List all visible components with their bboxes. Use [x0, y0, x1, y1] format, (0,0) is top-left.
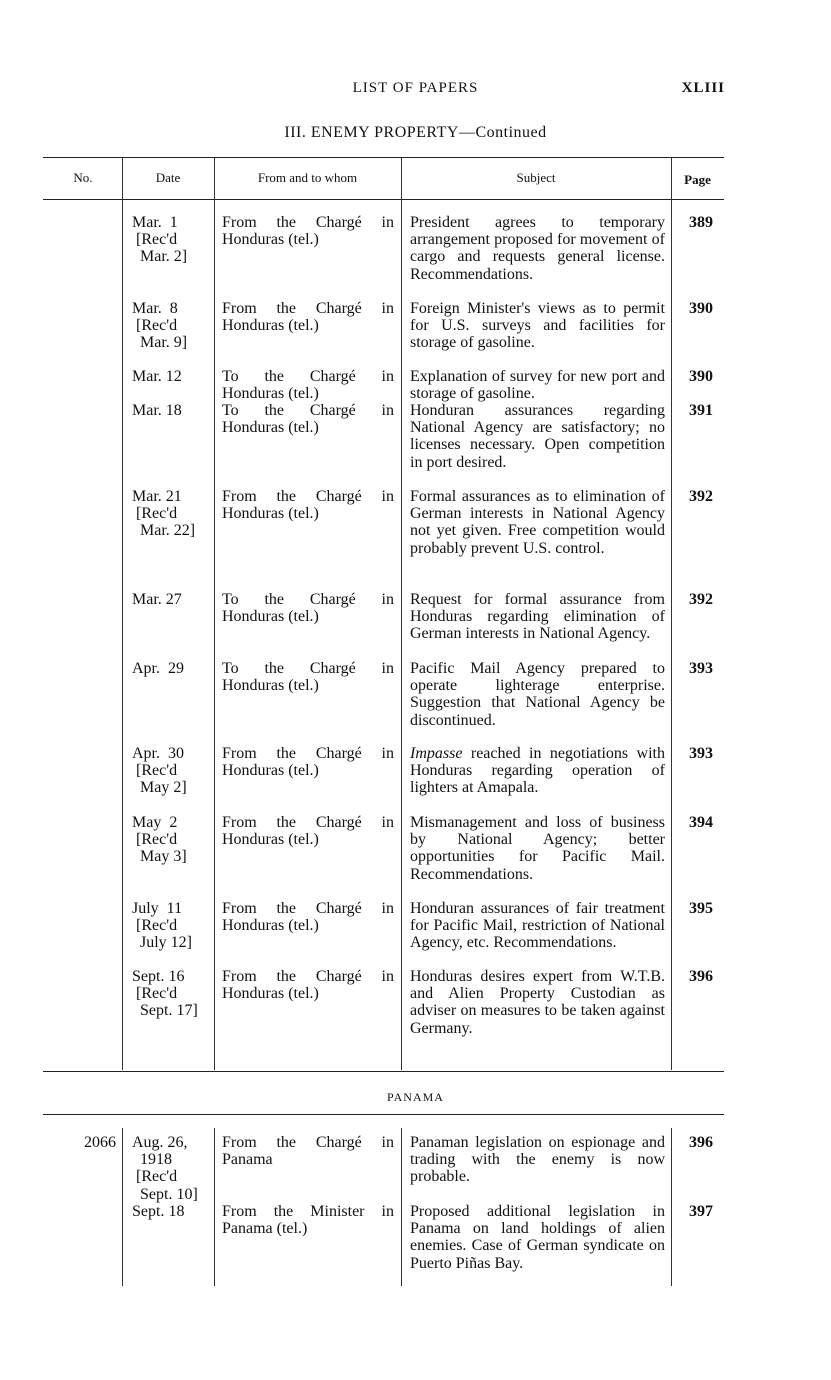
subject-cell: Honduran assurances of fair treatment for Pacific Mail, restriction of National Agency, etc. Recommendations. [410, 900, 665, 952]
page-cell: 396 [689, 968, 713, 985]
column-header-from: From and to whom [257, 170, 358, 185]
page-cell: 390 [689, 300, 713, 317]
from-cell: From the Chargé in Honduras (tel.) [222, 968, 394, 1003]
subject-cell: Request for formal assurance from Honduras regarding elimination of German interests in National Agency. [410, 591, 665, 643]
from-cell: From the Chargé in Honduras (tel.) [222, 214, 394, 249]
from-cell: From the Minister in Panama (tel.) [222, 1203, 394, 1238]
subject-cell: Panaman legislation on espionage and trading with the enemy is now probable. [410, 1134, 665, 1186]
column-header-subject: Subject [516, 170, 556, 185]
page-cell: 393 [689, 660, 713, 677]
number-cell: 2066 [84, 1134, 116, 1151]
from-cell: To the Chargé in Honduras (tel.) [222, 591, 394, 626]
from-cell: From the Chargé in Honduras (tel.) [222, 814, 394, 849]
running-head [0, 80, 831, 102]
column-divider [214, 1128, 215, 1286]
page-cell: 392 [689, 591, 713, 608]
page-cell: 395 [689, 900, 713, 917]
date-cell: Mar. 27 [132, 591, 182, 608]
page-cell: 390 [689, 368, 713, 385]
subject-cell: Honduras desires expert from W.T.B. and Alien Property Custodian as adviser on measures to be taken against Germany. [410, 968, 665, 1037]
from-cell: To the Chargé in Honduras (tel.) [222, 402, 394, 437]
subject-cell: Pacific Mail Agency prepared to operate lighterage enterprise. Suggestion that National Agency be discontinued. [410, 660, 665, 729]
date-cell: July 11 [Rec'd July 12] [132, 900, 192, 952]
from-cell: To the Chargé in Honduras (tel.) [222, 368, 394, 403]
subject-cell: Explanation of survey for new port and storage of gasoline. [410, 368, 665, 403]
subsection-label: PANAMA [387, 1090, 444, 1104]
date-cell: Sept. 18 [132, 1203, 185, 1220]
from-cell: From the Chargé in Honduras (tel.) [222, 488, 394, 523]
subject-cell: Mismanagement and loss of business by National Agency; better opportunities for Pacific Mail. Recommendations. [410, 814, 665, 883]
from-cell: From the Chargé in Honduras (tel.) [222, 900, 394, 935]
page-number: XLIII [681, 80, 725, 96]
page-cell: 397 [689, 1203, 713, 1220]
panama-top-rule [43, 1114, 724, 1115]
subject-cell: Formal assurances as to elimination of German interests in National Agency not yet given. Free competition would probably prevent U.S. control. [410, 488, 665, 557]
from-cell: From the Chargé in Honduras (tel.) [222, 300, 394, 335]
date-cell: Mar. 12 [132, 368, 182, 385]
column-divider [122, 158, 123, 1070]
date-cell: Mar. 18 [132, 402, 182, 419]
section-title: III. ENEMY PROPERTY—Continued [284, 124, 547, 141]
subject-cell: Honduran assurances regarding National Agency are satisfactory; no licenses necessary. Open competition in port desired. [410, 402, 665, 471]
page-cell: 393 [689, 745, 713, 762]
page-cell: 396 [689, 1134, 713, 1151]
date-cell: Mar. 1 [Rec'd Mar. 2] [132, 214, 188, 266]
header-bottom-rule [43, 199, 724, 200]
column-divider [122, 1128, 123, 1286]
page-cell: 392 [689, 488, 713, 505]
from-cell: From the Chargé in Honduras (tel.) [222, 745, 394, 780]
from-cell: To the Chargé in Honduras (tel.) [222, 660, 394, 695]
running-title: LIST OF PAPERS [352, 80, 479, 96]
column-divider [671, 158, 672, 1070]
date-cell: Mar. 8 [Rec'd Mar. 9] [132, 300, 188, 352]
table-top-rule [43, 157, 724, 158]
column-header-page: Page [684, 172, 711, 187]
subject-cell: Foreign Minister's views as to permit for U.S. surveys and facilities for storage of gasoline. [410, 300, 665, 352]
column-divider [214, 158, 215, 1070]
page-cell: 394 [689, 814, 713, 831]
column-header-no: No. [73, 170, 93, 185]
subject-cell: President agrees to temporary arrangement proposed for movement of cargo and requests general license. Recommendations. [410, 214, 665, 283]
column-divider [671, 1128, 672, 1286]
italic-term: Impasse [410, 745, 463, 762]
date-cell: Mar. 21 [Rec'd Mar. 22] [132, 488, 196, 540]
subject-cell: Proposed additional legislation in Panama on land holdings of alien enemies. Case of German syndicate on Puerto Piñas Bay. [410, 1203, 665, 1272]
column-header-date: Date [155, 170, 181, 185]
date-cell: Apr. 29 [132, 660, 184, 677]
subject-cell: Impasse reached in negotiations with Honduras regarding operation of lighters at Amapala. [410, 745, 665, 797]
from-cell: From the Chargé in Panama [222, 1134, 394, 1169]
page-cell: 391 [689, 402, 713, 419]
date-cell: Sept. 16 [Rec'd Sept. 17] [132, 968, 198, 1020]
page-cell: 389 [689, 214, 713, 231]
date-cell: May 2 [Rec'd May 3] [132, 814, 187, 866]
date-cell: Aug. 26, 1918 [Rec'd Sept. 10] [132, 1134, 198, 1203]
table-bottom-rule [43, 1071, 724, 1072]
date-cell: Apr. 30 [Rec'd May 2] [132, 745, 187, 797]
column-divider [401, 158, 402, 1070]
column-divider [401, 1128, 402, 1286]
